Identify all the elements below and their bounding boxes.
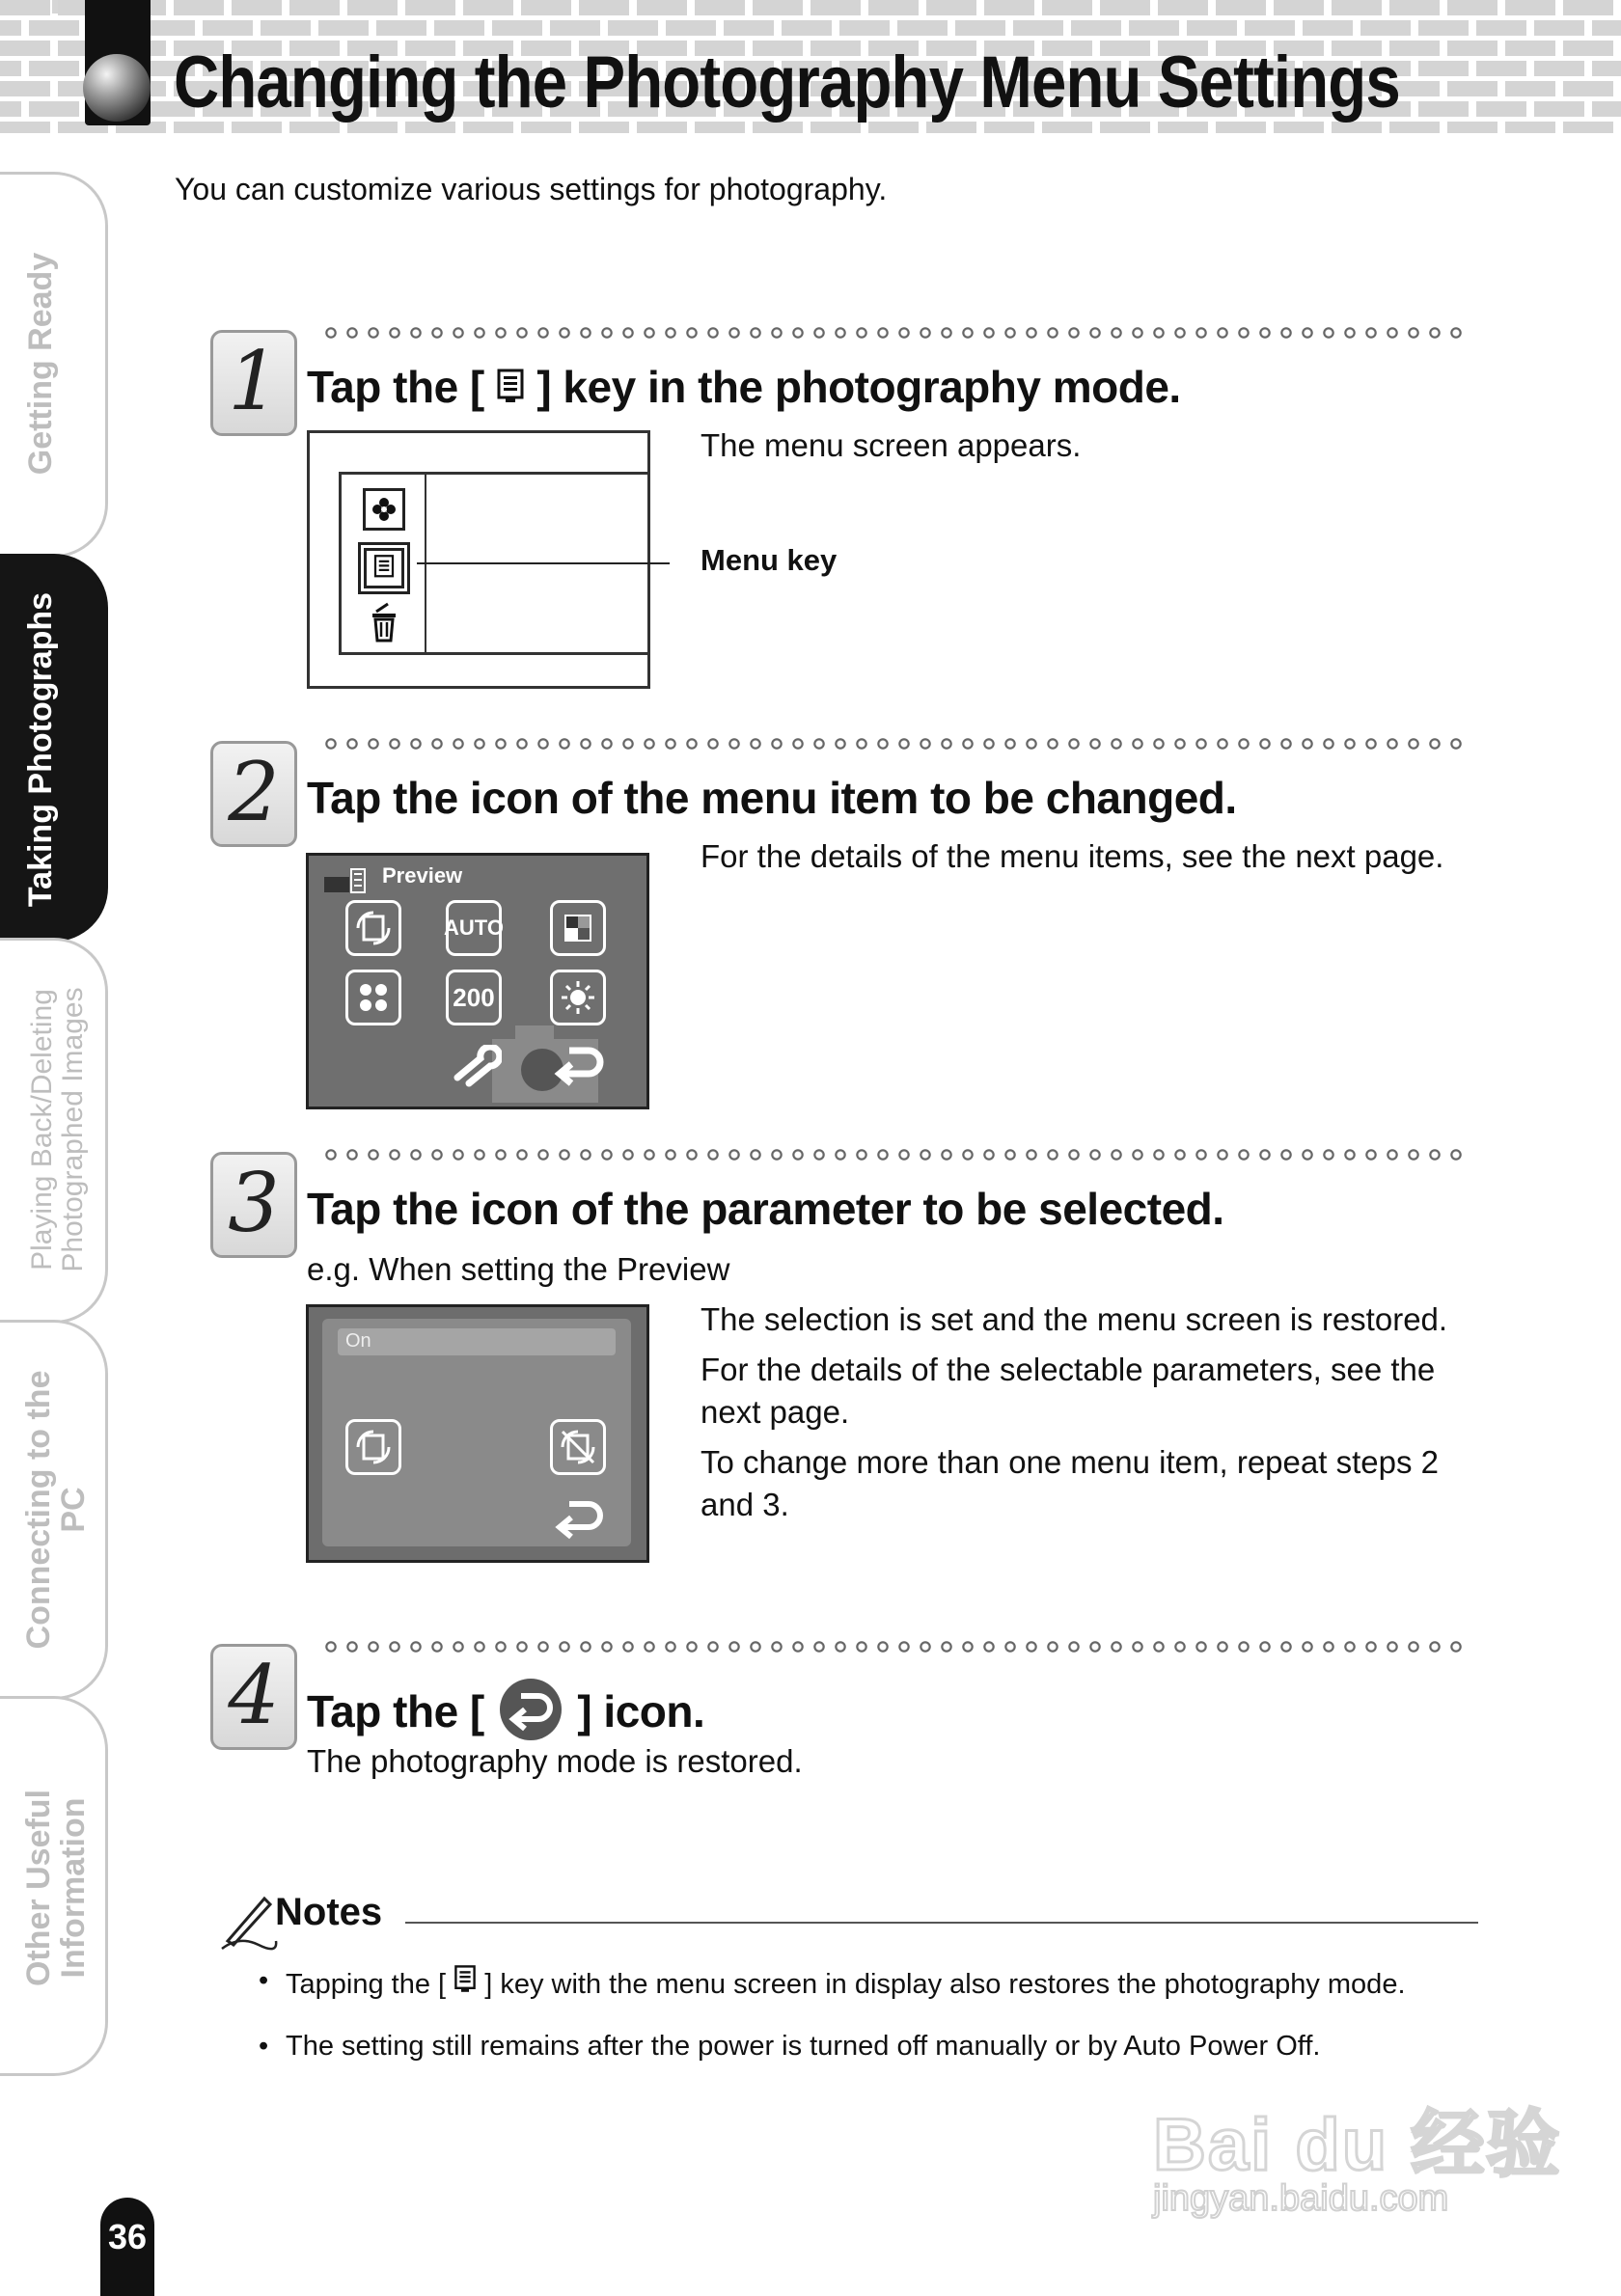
step-description: The selection is set and the menu screen is restored.	[701, 1301, 1448, 1337]
multi-shot-icon[interactable]	[345, 970, 401, 1025]
step-title: Tap the icon of the menu item to be changed.	[307, 773, 1237, 823]
note-text: Tapping the [	[286, 1969, 447, 2000]
step-example: e.g. When setting the Preview	[307, 1251, 730, 1287]
menu-key-icon	[453, 1964, 477, 1995]
bullet: •	[259, 1965, 269, 1996]
tab-taking-photographs[interactable]	[0, 554, 108, 942]
menu-screen-illustration	[306, 853, 649, 1109]
wrench-icon[interactable]	[452, 1045, 502, 1092]
notes-divider	[405, 1922, 1478, 1924]
return-icon	[496, 1675, 565, 1744]
preview-on-icon[interactable]	[345, 1419, 401, 1475]
step-number-box	[210, 741, 297, 847]
note-text: ] key with the menu screen in display also restores the photography mode.	[484, 1969, 1406, 2000]
step-title	[307, 361, 1181, 413]
menu-key-icon	[496, 368, 525, 406]
tab-label-line1: Connecting to the	[20, 1370, 57, 1650]
title-marker-ball	[83, 54, 151, 122]
step-number: 2	[228, 745, 280, 839]
iso-icon[interactable]: 200	[446, 970, 502, 1025]
step-number: 3	[228, 1156, 280, 1250]
camera-preview-icon	[322, 867, 371, 899]
parameter-screen-illustration	[306, 1304, 649, 1563]
dotted-separator	[320, 1148, 1467, 1162]
callout-leader-line	[417, 562, 670, 564]
tab-label	[21, 1371, 91, 1650]
tab-other-useful-information[interactable]	[0, 1696, 108, 2076]
trash-icon	[367, 602, 401, 649]
tab-label-line2: Information	[55, 1797, 92, 1979]
quality-icon[interactable]	[550, 900, 606, 956]
tab-label-line2: PC	[55, 1487, 92, 1533]
pen-icon	[220, 1893, 278, 1953]
brightness-icon[interactable]	[550, 970, 606, 1025]
tab-label	[21, 1790, 91, 1986]
flower-icon	[363, 488, 405, 531]
tab-label: Getting Ready	[22, 252, 59, 476]
page-number: 36	[107, 2217, 148, 2256]
watermark-logo: Bai du 经验	[1153, 2104, 1562, 2186]
bullet: •	[259, 2031, 269, 2062]
menu-key-callout: Menu key	[701, 543, 838, 577]
notes-title: Notes	[275, 1891, 383, 1933]
return-icon[interactable]	[552, 1039, 606, 1094]
intro-text: You can customize various settings for photography.	[175, 172, 888, 206]
parameter-value-bar	[338, 1328, 616, 1355]
menu-key-button[interactable]	[358, 542, 410, 594]
step-number-box	[210, 330, 297, 436]
camera-screen-sidebar	[342, 475, 426, 652]
camera-screen-illustration	[307, 430, 650, 689]
menu-key-icon	[372, 554, 396, 583]
step-description: The menu screen appears.	[701, 427, 1082, 463]
parameter-value-label: On	[345, 1330, 371, 1352]
dotted-separator	[320, 326, 1467, 340]
watermark-url: jingyan.baidu.com	[1153, 2178, 1449, 2219]
tab-connecting-to-pc[interactable]	[0, 1320, 108, 1700]
return-icon[interactable]	[552, 1492, 606, 1547]
dotted-separator	[320, 737, 1467, 751]
tab-label-line1: Other Useful	[20, 1789, 57, 1987]
preview-off-icon[interactable]	[550, 1419, 606, 1475]
tab-label-line1: Playing Back/Deleting	[26, 989, 58, 1271]
dotted-separator	[320, 1640, 1467, 1654]
step-number-box	[210, 1644, 297, 1750]
note-item	[259, 1964, 1420, 2001]
tab-label: Taking Photographs	[22, 591, 59, 908]
page-title: Changing the Photography Menu Settings	[174, 41, 1400, 123]
step-number: 1	[228, 334, 280, 428]
menu-screen-label: Preview	[382, 863, 463, 888]
step-title-part: Tap the [	[307, 362, 484, 412]
step-number: 4	[228, 1648, 280, 1742]
note-text: The setting still remains after the power is turned off manually or by Auto Power Off.	[286, 2031, 1321, 2062]
tab-label-line2: Photographed Images	[57, 987, 89, 1272]
step-title-part: Tap the [	[307, 1686, 484, 1736]
tab-playing-back-deleting[interactable]	[0, 938, 108, 1324]
tab-label	[27, 987, 89, 1271]
step-title: Tap the icon of the parameter to be selected.	[307, 1184, 1224, 1234]
step-description: For the details of the menu items, see the next page.	[701, 838, 1444, 874]
tab-getting-ready[interactable]	[0, 172, 108, 558]
step-number-box	[210, 1152, 297, 1258]
step-title-part: ] key in the photography mode.	[536, 362, 1181, 412]
step-description: For the details of the selectable parameters, see the next page.	[701, 1352, 1436, 1430]
step-description: The photography mode is restored.	[307, 1743, 803, 1779]
step-title	[307, 1675, 704, 1744]
auto-icon[interactable]: AUTO	[446, 900, 502, 956]
step-title-part: ] icon.	[577, 1686, 705, 1736]
preview-icon[interactable]	[345, 900, 401, 956]
note-item	[259, 2030, 1420, 2063]
step-description: To change more than one menu item, repeat steps 2 and 3.	[701, 1444, 1439, 1522]
